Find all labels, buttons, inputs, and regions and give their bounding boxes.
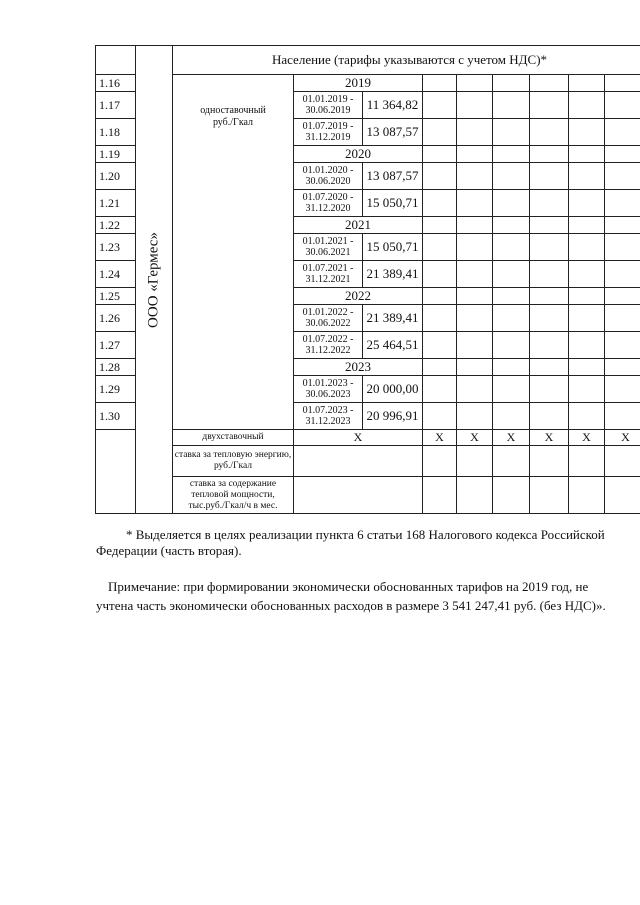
empty-cell	[493, 146, 530, 163]
empty-cell	[457, 446, 493, 477]
empty-cell	[605, 217, 640, 234]
period-line: 30.06.2022	[305, 318, 351, 329]
empty-cell	[423, 288, 457, 305]
empty-cell	[530, 376, 569, 403]
empty-cell	[294, 446, 423, 477]
empty-cell	[493, 305, 530, 332]
period-line: 01.01.2019 -	[302, 94, 354, 105]
period-cell	[294, 119, 363, 146]
one-rate-label-cell	[173, 75, 294, 430]
empty-cell	[457, 163, 493, 190]
empty-cell	[530, 305, 569, 332]
empty-cell	[423, 332, 457, 359]
table-header-row	[96, 46, 640, 75]
empty-cell	[457, 217, 493, 234]
heat-rate-label: ставка за тепловую энергию, руб./Гкал	[173, 446, 294, 477]
period-line: 01.01.2020 -	[302, 165, 354, 176]
empty-cell	[605, 288, 640, 305]
empty-cell	[457, 190, 493, 217]
two-rate-label: двухставочный	[173, 430, 294, 446]
empty-cell	[457, 359, 493, 376]
empty-cell	[605, 477, 640, 514]
year-label: 2020	[294, 146, 423, 163]
tariff-value: 21 389,41	[363, 305, 423, 332]
empty-cell	[530, 234, 569, 261]
empty-cell	[605, 75, 640, 92]
tariff-value: 11 364,82	[363, 92, 423, 119]
empty-cell	[493, 163, 530, 190]
empty-cell	[530, 217, 569, 234]
empty-cell	[605, 261, 640, 288]
tariff-value: 20 996,91	[363, 403, 423, 430]
footnote-continuation: Федерации (часть вторая).	[96, 543, 242, 558]
year-label: 2022	[294, 288, 423, 305]
blank-cell	[96, 430, 136, 514]
capacity-rate-label: ставка за содержание тепловой мощности, тыс.руб./Гкал/ч в мес.	[173, 477, 294, 514]
empty-cell	[569, 332, 605, 359]
empty-cell	[569, 146, 605, 163]
empty-cell	[493, 92, 530, 119]
year-label: 2019	[294, 75, 423, 92]
period-cell	[294, 190, 363, 217]
empty-cell	[530, 190, 569, 217]
x-mark: X	[423, 430, 457, 446]
empty-cell	[569, 305, 605, 332]
empty-cell	[605, 403, 640, 430]
row-number: 1.29	[96, 376, 136, 403]
empty-cell	[423, 163, 457, 190]
tariff-value: 20 000,00	[363, 376, 423, 403]
empty-cell	[605, 190, 640, 217]
empty-cell	[569, 359, 605, 376]
empty-cell	[493, 446, 530, 477]
period-line: 30.06.2023	[305, 389, 351, 400]
empty-cell	[530, 403, 569, 430]
empty-cell	[423, 305, 457, 332]
year-label: 2021	[294, 217, 423, 234]
note-continuation: учтена часть экономически обоснованных расходов в размере 3 541 247,41 руб. (без НДС)».	[96, 598, 606, 613]
tariff-value: 25 464,51	[363, 332, 423, 359]
empty-cell	[493, 261, 530, 288]
empty-cell	[493, 332, 530, 359]
tariff-value: 13 087,57	[363, 163, 423, 190]
row-number: 1.17	[96, 92, 136, 119]
empty-cell	[605, 163, 640, 190]
org-cell	[136, 46, 173, 514]
period-cell	[294, 376, 363, 403]
empty-cell	[530, 163, 569, 190]
empty-cell	[605, 305, 640, 332]
empty-cell	[457, 146, 493, 163]
table-header: Население (тарифы указываются с учетом НДС)*	[173, 46, 640, 75]
empty-cell	[423, 119, 457, 146]
tariff-table	[95, 45, 640, 514]
year-row	[96, 75, 640, 92]
empty-cell	[569, 376, 605, 403]
empty-cell	[457, 376, 493, 403]
empty-cell	[423, 75, 457, 92]
empty-cell	[530, 92, 569, 119]
org-name: ООО «Гермес»	[145, 231, 162, 328]
x-mark: X	[294, 430, 423, 446]
empty-cell	[423, 190, 457, 217]
empty-cell	[423, 217, 457, 234]
empty-cell	[423, 92, 457, 119]
empty-cell	[569, 234, 605, 261]
capacity-rate-label-row	[96, 477, 640, 514]
empty-cell	[294, 477, 423, 514]
empty-cell	[605, 332, 640, 359]
one-rate-unit: руб./Гкал	[212, 117, 254, 128]
empty-cell	[605, 359, 640, 376]
period-cell	[294, 234, 363, 261]
period-line: 31.12.2020	[305, 203, 351, 214]
empty-cell	[457, 92, 493, 119]
period-line: 31.12.2019	[305, 132, 351, 143]
empty-cell	[457, 234, 493, 261]
row-number: 1.23	[96, 234, 136, 261]
row-number: 1.16	[96, 75, 136, 92]
footnote: * Выделяется в целях реализации пункта 6 статьи 168 Налогового кодекса Российской	[126, 527, 605, 542]
period-line: 30.06.2020	[305, 176, 351, 187]
empty-cell	[457, 75, 493, 92]
empty-cell	[423, 403, 457, 430]
period-cell	[294, 92, 363, 119]
x-mark: X	[530, 430, 569, 446]
empty-cell	[569, 190, 605, 217]
empty-cell	[605, 92, 640, 119]
tariff-value: 13 087,57	[363, 119, 423, 146]
period-cell	[294, 305, 363, 332]
empty-cell	[569, 477, 605, 514]
tariff-value: 15 050,71	[363, 234, 423, 261]
empty-cell	[493, 75, 530, 92]
empty-cell	[530, 477, 569, 514]
empty-cell	[605, 234, 640, 261]
two-rate-row	[96, 430, 640, 446]
empty-cell	[569, 288, 605, 305]
empty-cell	[457, 305, 493, 332]
empty-cell	[457, 332, 493, 359]
tariff-value: 21 389,41	[363, 261, 423, 288]
empty-cell	[457, 261, 493, 288]
period-line: 01.01.2023 -	[302, 378, 354, 389]
empty-cell	[493, 477, 530, 514]
period-line: 30.06.2019	[305, 105, 351, 116]
x-mark: X	[569, 430, 605, 446]
row-number: 1.20	[96, 163, 136, 190]
empty-cell	[569, 446, 605, 477]
period-line: 01.01.2021 -	[302, 236, 354, 247]
period-line: 30.06.2021	[305, 247, 351, 258]
period-cell	[294, 332, 363, 359]
empty-cell	[493, 217, 530, 234]
empty-cell	[423, 261, 457, 288]
row-number: 1.19	[96, 146, 136, 163]
empty-cell	[530, 119, 569, 146]
empty-cell	[569, 261, 605, 288]
empty-cell	[457, 403, 493, 430]
empty-cell	[493, 190, 530, 217]
empty-cell	[493, 288, 530, 305]
note: Примечание: при формировании экономически обоснованных тарифов на 2019 год, не	[108, 579, 589, 594]
period-line: 01.07.2020 -	[302, 192, 354, 203]
empty-cell	[569, 163, 605, 190]
row-number: 1.26	[96, 305, 136, 332]
row-number: 1.22	[96, 217, 136, 234]
row-number: 1.28	[96, 359, 136, 376]
heat-rate-label-row	[96, 446, 640, 477]
x-mark: X	[605, 430, 640, 446]
row-number: 1.18	[96, 119, 136, 146]
empty-cell	[530, 332, 569, 359]
empty-cell	[423, 146, 457, 163]
empty-cell	[423, 234, 457, 261]
one-rate-label: одноставочный	[200, 105, 266, 116]
empty-cell	[457, 288, 493, 305]
period-cell	[294, 403, 363, 430]
empty-cell	[605, 446, 640, 477]
empty-cell	[605, 146, 640, 163]
empty-cell	[530, 261, 569, 288]
empty-cell	[493, 119, 530, 146]
period-line: 01.07.2022 -	[302, 334, 354, 345]
empty-cell	[423, 376, 457, 403]
period-line: 31.12.2021	[305, 274, 351, 285]
period-line: 01.07.2021 -	[302, 263, 354, 274]
empty-cell	[605, 376, 640, 403]
row-number: 1.25	[96, 288, 136, 305]
period-line: 01.01.2022 -	[302, 307, 354, 318]
empty-cell	[423, 446, 457, 477]
empty-cell	[569, 217, 605, 234]
empty-cell	[569, 119, 605, 146]
empty-cell	[569, 75, 605, 92]
x-mark: X	[493, 430, 530, 446]
table-body	[96, 46, 640, 514]
year-label: 2023	[294, 359, 423, 376]
empty-cell	[605, 119, 640, 146]
empty-cell	[569, 92, 605, 119]
empty-cell	[423, 477, 457, 514]
tariff-value: 15 050,71	[363, 190, 423, 217]
row-number: 1.27	[96, 332, 136, 359]
empty-cell	[530, 288, 569, 305]
row-number: 1.30	[96, 403, 136, 430]
period-line: 01.07.2023 -	[302, 405, 354, 416]
empty-cell	[493, 359, 530, 376]
empty-cell	[530, 446, 569, 477]
empty-cell	[457, 477, 493, 514]
period-cell	[294, 261, 363, 288]
row-number: 1.24	[96, 261, 136, 288]
row-number: 1.21	[96, 190, 136, 217]
empty-cell	[530, 146, 569, 163]
empty-cell	[493, 403, 530, 430]
period-cell	[294, 163, 363, 190]
empty-cell	[569, 403, 605, 430]
period-line: 01.07.2019 -	[302, 121, 354, 132]
x-mark: X	[457, 430, 493, 446]
empty-cell	[530, 359, 569, 376]
empty-cell	[423, 359, 457, 376]
empty-cell	[457, 119, 493, 146]
period-line: 31.12.2023	[305, 416, 351, 427]
empty-cell	[493, 234, 530, 261]
empty-cell	[530, 75, 569, 92]
empty-cell	[493, 376, 530, 403]
period-line: 31.12.2022	[305, 345, 351, 356]
